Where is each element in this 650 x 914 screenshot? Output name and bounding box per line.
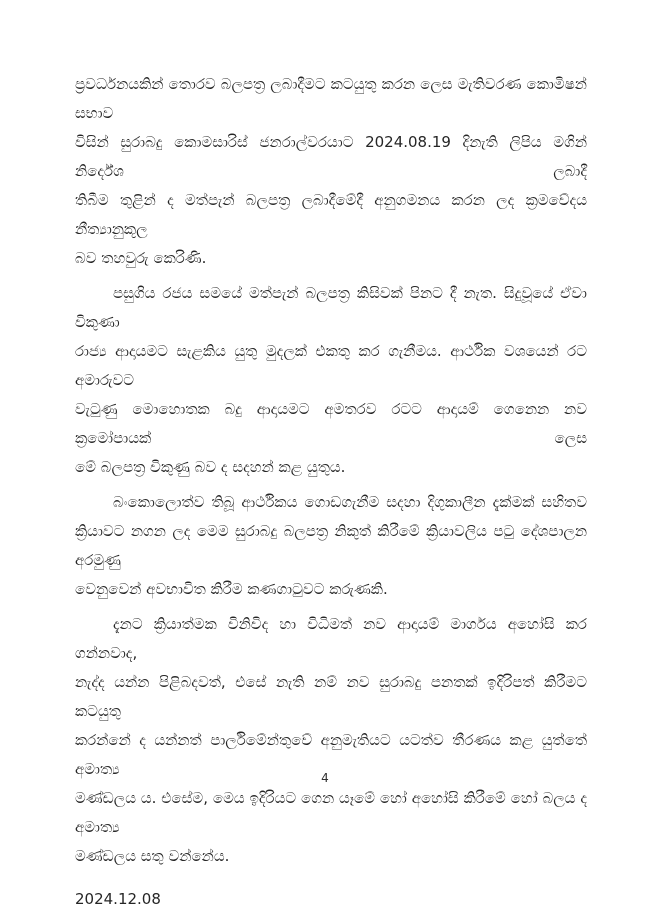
text-line: බංකොලොත්ව තිබූ ආර්ථිකය ගොඩගැනීම සදහා දිගුකාලීන දැක්මක් සහිතව [113, 493, 587, 511]
text-line: පසුගිය රජය සමයේ මත්පැන් බලපත්‍ර කිසිවක් පිනට දී නැත. සිදුවූයේ ඒවා විකුණා [75, 284, 587, 331]
text-line: දැනට ක්‍රියාත්මක විනිවිද හා විධිමත් නව ආදායම් මාර්ගය අහෝසි කර ගන්නවාද, [75, 615, 587, 662]
paragraph [75, 70, 587, 273]
text-line: කරන්නේ ද යන්නත් පාර්ලිමේන්තුවේ අනුමැතියට යටත්ව තීරණය කළ යුත්තේ අමාත්‍ය [75, 731, 587, 778]
text-line: නැද්ද යන්න පිළිබදවත්, එසේ නැති නම් නව සුරාබදු පනතක් ඉදිරිපත් කිරීමට කටයුතු [75, 673, 587, 720]
text-line: වැටුණු මොහොතක බදු ආදායමට අමතරව රටට ආදායම් ගෙනෙන නව ක්‍රමෝපායක් ලෙස [75, 400, 587, 447]
text-line: වෙනුවෙන් අවභාවිත කිරීම කණගාටුවට කරුණකි. [75, 580, 388, 598]
paragraph [75, 610, 587, 871]
text-line: ප්‍රවර්ධනයකින් තොරව බලපත්‍ර ලබාදීමට කටයුතු කරන ලෙස මැතිවරණ කොමිෂන් සභාව [75, 75, 587, 122]
text-line: බව තහවුරු කෙරිණි. [75, 249, 207, 267]
text-line: ක්‍රියාවට නගන ලද මෙම සුරාබදු බලපත්‍ර නිකුත් කිරීමේ ක්‍රියාවලිය පටු දේශපාලන අරමුණු [75, 522, 587, 569]
paragraph [75, 488, 587, 604]
text-line: මණ්ඩලය සතු වන්නේය. [75, 847, 230, 865]
text-line: මේ බලපත්‍ර විකුණු බව ද සදහන් කළ යුතුය. [75, 458, 346, 476]
document-date: 2024.12.08 [75, 890, 161, 908]
text-line: මණ්ඩලය ය. එසේම, මෙය ඉදිරියට ගෙන යෑමේ හෝ අහෝසි කිරීමේ හෝ බලය ද අමාත්‍ය [75, 789, 587, 836]
page-number: 4 [321, 771, 329, 785]
document-body [75, 70, 587, 914]
paragraph [75, 279, 587, 482]
text-line: රාජ්‍ය ආදායමට සැළකිය යුතු මුදලක් එකතු කර ගැනීමය. ආර්ථික වශයෙන් රට අමාරුවට [75, 342, 587, 389]
text-line: තිබීම තුළින් ද මත්පැන් බලපත්‍ර ලබාදීමේදී අනුගමනය කරන ලද ක්‍රමවේදය නීත්‍යානුකූල [75, 191, 587, 238]
text-line: විසින් සුරාබදු කොමසාරිස් ජනරාල්වරයාට 2024.08.19 දිනැති ලිපිය මගින් නිර්දේශ ලබාදී [75, 133, 587, 180]
